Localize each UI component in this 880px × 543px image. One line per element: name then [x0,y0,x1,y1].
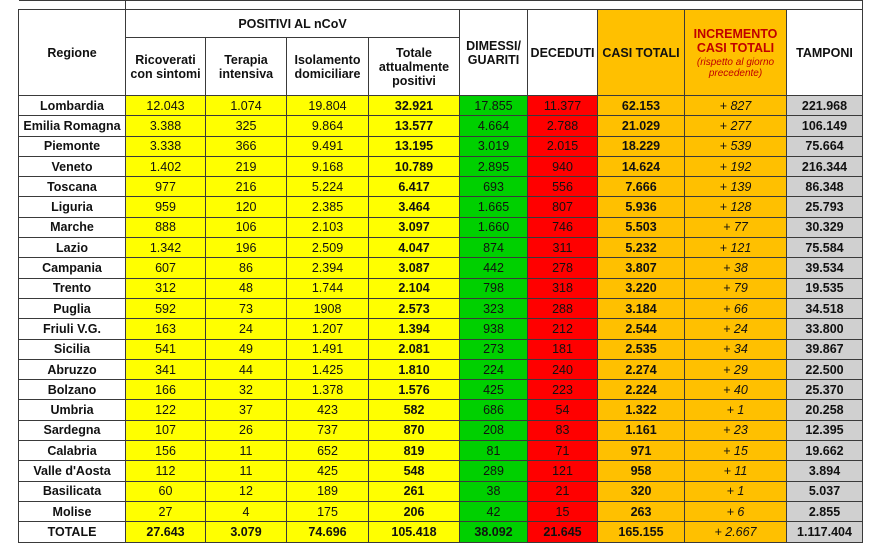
cell-totale: 1.810 [369,359,460,379]
cell-incremento: + 539 [685,136,787,156]
header-casi-totali: CASI TOTALI [598,10,685,96]
cell-deceduti: 121 [528,461,598,481]
cell-dimessi: 42 [460,501,528,521]
cell-casi: 3.807 [598,258,685,278]
header-positivi-group: POSITIVI AL nCoV [126,10,460,38]
header-incremento-note: (rispetto al giorno precedente) [696,56,775,79]
cell-regione: Piemonte [19,136,126,156]
cell-totale: 6.417 [369,177,460,197]
cell-casi: 1.322 [598,400,685,420]
cell-casi: 958 [598,461,685,481]
cell-casi: 3.184 [598,298,685,318]
cell-incremento: + 11 [685,461,787,481]
cell-isolamento: 1.491 [287,339,369,359]
cell-tamponi: 12.395 [787,420,863,440]
header-isolamento: Isolamento domiciliare [287,38,369,96]
cell-isolamento: 19.804 [287,96,369,116]
cell-terapia: 48 [206,278,287,298]
cell-ricoverati: 27.643 [126,522,206,543]
cell-ricoverati: 156 [126,441,206,461]
cell-totale: 2.573 [369,298,460,318]
cell-tamponi: 86.348 [787,177,863,197]
cell-isolamento: 9.491 [287,136,369,156]
cell-incremento: + 139 [685,177,787,197]
cell-casi: 18.229 [598,136,685,156]
header-dimessi: DIMESSI/ GUARITI [460,10,528,96]
cell-regione: Lazio [19,238,126,258]
cell-regione: Veneto [19,156,126,176]
table-row [19,461,863,481]
cell-dimessi: 224 [460,359,528,379]
cell-terapia: 1.074 [206,96,287,116]
cell-terapia: 11 [206,461,287,481]
cell-deceduti: 240 [528,359,598,379]
cell-tamponi: 75.584 [787,238,863,258]
table-row [19,156,863,176]
cell-casi: 320 [598,481,685,501]
cell-ricoverati: 3.388 [126,116,206,136]
header-terapia: Terapia intensiva [206,38,287,96]
cell-isolamento: 2.385 [287,197,369,217]
cell-ricoverati: 607 [126,258,206,278]
cell-isolamento: 74.696 [287,522,369,543]
table-row [19,298,863,318]
cell-terapia: 24 [206,319,287,339]
cell-ricoverati: 312 [126,278,206,298]
cell-totale: 105.418 [369,522,460,543]
cell-totale: 32.921 [369,96,460,116]
cell-casi: 2.544 [598,319,685,339]
cell-totale: 261 [369,481,460,501]
cell-ricoverati: 107 [126,420,206,440]
cell-totale: 819 [369,441,460,461]
cell-regione: Calabria [19,441,126,461]
cell-terapia: 49 [206,339,287,359]
cell-isolamento: 1908 [287,298,369,318]
cell-deceduti: 288 [528,298,598,318]
cell-dimessi: 4.664 [460,116,528,136]
cell-ricoverati: 977 [126,177,206,197]
cell-totale: 4.047 [369,238,460,258]
table-row [19,258,863,278]
cell-tamponi: 2.855 [787,501,863,521]
cell-ricoverati: 1.342 [126,238,206,258]
table-body [19,96,863,543]
cell-incremento: + 15 [685,441,787,461]
cell-regione: Friuli V.G. [19,319,126,339]
table-row [19,136,863,156]
cell-incremento: + 277 [685,116,787,136]
cell-totale: 870 [369,420,460,440]
cell-casi: 21.029 [598,116,685,136]
cell-dimessi: 1.665 [460,197,528,217]
cell-dimessi: 38 [460,481,528,501]
header-incremento [685,10,787,96]
cell-deceduti: 212 [528,319,598,339]
table-row [19,359,863,379]
covid-regional-table [18,0,863,543]
cell-dimessi: 17.855 [460,96,528,116]
cell-regione: Basilicata [19,481,126,501]
cell-tamponi: 33.800 [787,319,863,339]
cell-regione: Emilia Romagna [19,116,126,136]
cell-terapia: 216 [206,177,287,197]
cell-incremento: + 192 [685,156,787,176]
cell-deceduti: 278 [528,258,598,278]
cell-incremento: + 40 [685,380,787,400]
table-row [19,501,863,521]
cell-totale: 2.081 [369,339,460,359]
cell-tamponi: 221.968 [787,96,863,116]
cell-casi: 263 [598,501,685,521]
cell-casi: 5.503 [598,217,685,237]
cell-totale: 582 [369,400,460,420]
cell-isolamento: 425 [287,461,369,481]
cell-totale: 13.195 [369,136,460,156]
cell-totale: 3.464 [369,197,460,217]
cell-casi: 2.224 [598,380,685,400]
cell-tamponi: 25.370 [787,380,863,400]
cell-casi: 165.155 [598,522,685,543]
cell-ricoverati: 592 [126,298,206,318]
cell-terapia: 366 [206,136,287,156]
table-row [19,177,863,197]
cell-ricoverati: 12.043 [126,96,206,116]
cell-ricoverati: 112 [126,461,206,481]
cell-incremento: + 29 [685,359,787,379]
cell-deceduti: 223 [528,380,598,400]
cell-incremento: + 23 [685,420,787,440]
cell-tamponi: 39.867 [787,339,863,359]
cell-deceduti: 2.015 [528,136,598,156]
cell-terapia: 325 [206,116,287,136]
cell-isolamento: 652 [287,441,369,461]
cell-tamponi: 1.117.404 [787,522,863,543]
cell-totale: 1.394 [369,319,460,339]
cell-ricoverati: 1.402 [126,156,206,176]
cell-terapia: 3.079 [206,522,287,543]
cell-totale: 10.789 [369,156,460,176]
header-tamponi: TAMPONI [787,10,863,96]
cell-terapia: 73 [206,298,287,318]
table-row [19,116,863,136]
cell-regione: Abruzzo [19,359,126,379]
cell-totale: 3.087 [369,258,460,278]
cell-ricoverati: 541 [126,339,206,359]
cell-tamponi: 39.534 [787,258,863,278]
cell-deceduti: 83 [528,420,598,440]
cell-regione: Umbria [19,400,126,420]
cell-incremento: + 827 [685,96,787,116]
cell-terapia: 196 [206,238,287,258]
cell-totale: 1.576 [369,380,460,400]
cell-ricoverati: 166 [126,380,206,400]
cell-dimessi: 273 [460,339,528,359]
table-row [19,278,863,298]
cell-incremento: + 77 [685,217,787,237]
cell-isolamento: 737 [287,420,369,440]
cell-terapia: 32 [206,380,287,400]
cell-isolamento: 5.224 [287,177,369,197]
table-row [19,441,863,461]
cell-dimessi: 289 [460,461,528,481]
cell-ricoverati: 341 [126,359,206,379]
cell-tamponi: 20.258 [787,400,863,420]
cell-dimessi: 1.660 [460,217,528,237]
cell-casi: 5.232 [598,238,685,258]
cell-regione: Toscana [19,177,126,197]
cell-tamponi: 19.662 [787,441,863,461]
cell-incremento: + 24 [685,319,787,339]
cell-deceduti: 71 [528,441,598,461]
table-row [19,96,863,116]
cell-tamponi: 30.329 [787,217,863,237]
cell-terapia: 44 [206,359,287,379]
cell-casi: 7.666 [598,177,685,197]
cell-regione: Marche [19,217,126,237]
cell-incremento: + 38 [685,258,787,278]
header-deceduti: DECEDUTI [528,10,598,96]
cell-isolamento: 1.425 [287,359,369,379]
cell-tamponi: 3.894 [787,461,863,481]
cell-ricoverati: 3.338 [126,136,206,156]
cell-ricoverati: 163 [126,319,206,339]
cell-deceduti: 54 [528,400,598,420]
cell-casi: 971 [598,441,685,461]
cell-tamponi: 19.535 [787,278,863,298]
top-rule-row [19,1,863,10]
cell-regione: Valle d'Aosta [19,461,126,481]
header-incremento-label: INCREMENTO CASI TOTALI [693,26,778,55]
cell-deceduti: 311 [528,238,598,258]
cell-deceduti: 940 [528,156,598,176]
cell-dimessi: 38.092 [460,522,528,543]
cell-casi: 2.535 [598,339,685,359]
table-row [19,420,863,440]
cell-totale: 206 [369,501,460,521]
cell-incremento: + 79 [685,278,787,298]
cell-regione: Lombardia [19,96,126,116]
cell-dimessi: 686 [460,400,528,420]
cell-casi: 3.220 [598,278,685,298]
cell-casi: 62.153 [598,96,685,116]
cell-deceduti: 746 [528,217,598,237]
cell-deceduti: 807 [528,197,598,217]
table-row [19,217,863,237]
cell-tamponi: 106.149 [787,116,863,136]
cell-terapia: 120 [206,197,287,217]
cell-regione: Sicilia [19,339,126,359]
cell-totale: 13.577 [369,116,460,136]
header-regione: Regione [19,10,126,96]
cell-dimessi: 938 [460,319,528,339]
cell-incremento: + 6 [685,501,787,521]
table-row [19,319,863,339]
cell-isolamento: 2.509 [287,238,369,258]
cell-deceduti: 181 [528,339,598,359]
table-row [19,197,863,217]
cell-deceduti: 21 [528,481,598,501]
table-row [19,380,863,400]
cell-isolamento: 2.103 [287,217,369,237]
cell-tamponi: 5.037 [787,481,863,501]
cell-isolamento: 423 [287,400,369,420]
header-totale-positivi: Totale attualmente positivi [369,38,460,96]
table-row [19,339,863,359]
cell-incremento: + 2.667 [685,522,787,543]
cell-deceduti: 556 [528,177,598,197]
cell-tamponi: 34.518 [787,298,863,318]
cell-dimessi: 81 [460,441,528,461]
table-row [19,400,863,420]
cell-dimessi: 3.019 [460,136,528,156]
cell-terapia: 26 [206,420,287,440]
cell-totale: 2.104 [369,278,460,298]
cell-regione: Trento [19,278,126,298]
cell-tamponi: 22.500 [787,359,863,379]
cell-terapia: 37 [206,400,287,420]
cell-incremento: + 128 [685,197,787,217]
cell-dimessi: 874 [460,238,528,258]
cell-deceduti: 15 [528,501,598,521]
cell-regione: Sardegna [19,420,126,440]
cell-dimessi: 323 [460,298,528,318]
cell-tamponi: 216.344 [787,156,863,176]
cell-terapia: 12 [206,481,287,501]
cell-isolamento: 189 [287,481,369,501]
cell-tamponi: 75.664 [787,136,863,156]
cell-terapia: 106 [206,217,287,237]
cell-dimessi: 798 [460,278,528,298]
cell-isolamento: 2.394 [287,258,369,278]
cell-incremento: + 34 [685,339,787,359]
table-row [19,238,863,258]
cell-ricoverati: 122 [126,400,206,420]
cell-dimessi: 693 [460,177,528,197]
cell-deceduti: 11.377 [528,96,598,116]
cell-isolamento: 1.378 [287,380,369,400]
cell-isolamento: 9.864 [287,116,369,136]
cell-regione: TOTALE [19,522,126,543]
cell-ricoverati: 60 [126,481,206,501]
header-row-group [19,10,863,38]
cell-tamponi: 25.793 [787,197,863,217]
cell-ricoverati: 888 [126,217,206,237]
cell-incremento: + 1 [685,400,787,420]
cell-incremento: + 66 [685,298,787,318]
table-row [19,481,863,501]
cell-isolamento: 175 [287,501,369,521]
cell-isolamento: 1.744 [287,278,369,298]
cell-casi: 1.161 [598,420,685,440]
cell-regione: Campania [19,258,126,278]
cell-ricoverati: 27 [126,501,206,521]
cell-regione: Liguria [19,197,126,217]
cell-terapia: 4 [206,501,287,521]
cell-incremento: + 1 [685,481,787,501]
cell-ricoverati: 959 [126,197,206,217]
cell-casi: 5.936 [598,197,685,217]
cell-deceduti: 21.645 [528,522,598,543]
cell-totale: 548 [369,461,460,481]
cell-deceduti: 2.788 [528,116,598,136]
totale-row [19,522,863,543]
cell-dimessi: 442 [460,258,528,278]
cell-terapia: 86 [206,258,287,278]
cell-casi: 14.624 [598,156,685,176]
cell-regione: Puglia [19,298,126,318]
cell-dimessi: 425 [460,380,528,400]
cell-regione: Bolzano [19,380,126,400]
cell-dimessi: 2.895 [460,156,528,176]
cell-terapia: 11 [206,441,287,461]
header-ricoverati: Ricoverati con sintomi [126,38,206,96]
cell-incremento: + 121 [685,238,787,258]
cell-isolamento: 9.168 [287,156,369,176]
cell-dimessi: 208 [460,420,528,440]
cell-totale: 3.097 [369,217,460,237]
cell-isolamento: 1.207 [287,319,369,339]
cell-deceduti: 318 [528,278,598,298]
cell-regione: Molise [19,501,126,521]
cell-casi: 2.274 [598,359,685,379]
cell-terapia: 219 [206,156,287,176]
